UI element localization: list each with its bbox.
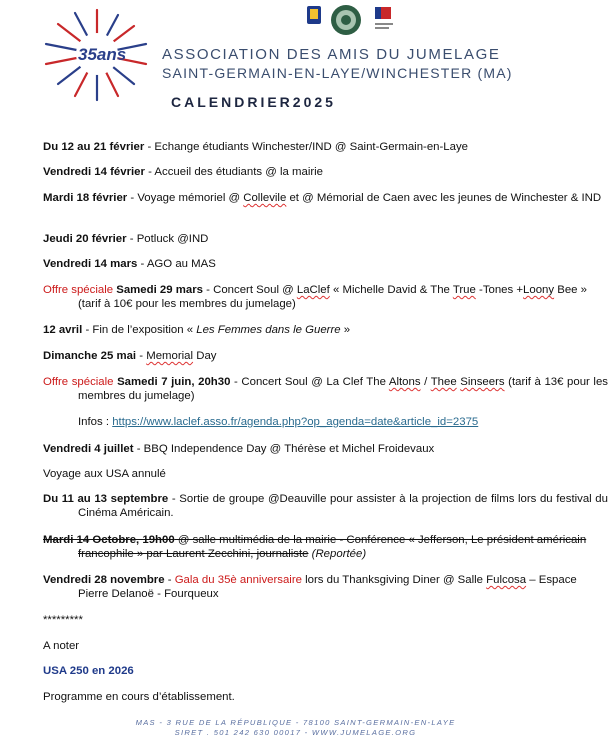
town-arms-icon: [375, 7, 393, 29]
event-item: Vendredi 28 novembre - Gala du 35è anniversaire lors du Thanksgiving Diner @ Salle Fulcosa – Espace Pierre Delanoë - Fourqueux: [43, 574, 577, 600]
calendar-title: CALENDRIER2025: [171, 94, 336, 110]
event-info: Infos : https://www.laclef.asso.fr/agenda.php?op_agenda=date&article_id=2375: [78, 416, 479, 428]
event-item: Mardi 14 Octobre, 19h00 @ salle multimédia de la mairie - Conférence « Jefferson, Le président américain francophile » par Laurent Zecchini, journaliste (Reportée): [43, 534, 587, 560]
event-item: Mardi 18 février - Voyage mémoriel @ Collevile et @ Mémorial de Caen avec les jeunes de Winchester & IND: [43, 192, 602, 204]
event-item: Offre spéciale Samedi 7 juin, 20h30 - Concert Soul @ La Clef The Altons / Thee Sinseers (tarif à 13€ pour les membres du jumelage): [43, 376, 608, 402]
saint-germain-crest-icon: [307, 6, 321, 24]
event-item: 12 avril - Fin de l’exposition « Les Femmes dans le Guerre »: [43, 324, 351, 336]
event-item: Du 11 au 13 septembre - Sortie de groupe @Deauville pour assister à la projection de films lors du festival du Cinéma Américain.: [43, 493, 608, 519]
event-item: Offre spéciale Samedi 29 mars - Concert Soul @ LaClef « Michelle David & The True -Tones +Loony Bee » (tarif à 10€ pour les membres du jumelage): [43, 284, 588, 310]
event-item: Vendredi 4 juillet - BBQ Independence Day @ Thérèse et Michel Froidevaux: [43, 443, 435, 455]
partner-logos: [303, 2, 403, 38]
org-subtitle: SAINT-GERMAIN-EN-LAYE/WINCHESTER (MA): [162, 65, 513, 81]
concert-link[interactable]: https://www.laclef.asso.fr/agenda.php?op_agenda=date&article_id=2375: [112, 416, 479, 428]
event-item: Jeudi 20 février - Potluck @IND: [43, 233, 209, 245]
footer-address: MAS - 3 RUE DE LA RÉPUBLIQUE - 78100 SAINT-GERMAIN-EN-LAYE: [135, 718, 456, 727]
separator: *********: [43, 614, 83, 626]
winchester-seal-icon: [331, 5, 361, 35]
event-item: Du 12 au 21 février - Echange étudiants Winchester/IND @ Saint-Germain-en-Laye: [43, 141, 468, 153]
event-item: Voyage aux USA annulé: [43, 468, 166, 480]
event-item: Vendredi 14 mars - AGO au MAS: [43, 258, 216, 270]
footer-siret: SIRET . 501 242 630 00017 - WWW.JUMELAGE.ORG: [174, 728, 417, 737]
anniversary-fireworks-logo: [38, 4, 156, 104]
note-label: A noter: [43, 640, 80, 652]
org-name: ASSOCIATION DES AMIS DU JUMELAGE: [162, 46, 501, 63]
programme-note: Programme en cours d’établissement.: [43, 691, 235, 703]
usa-note: USA 250 en 2026: [43, 665, 134, 677]
event-item: Vendredi 14 février - Accueil des étudiants @ la mairie: [43, 166, 324, 178]
logo-text: 35ans: [78, 45, 127, 64]
event-item: Dimanche 25 mai - Memorial Day: [43, 350, 217, 362]
